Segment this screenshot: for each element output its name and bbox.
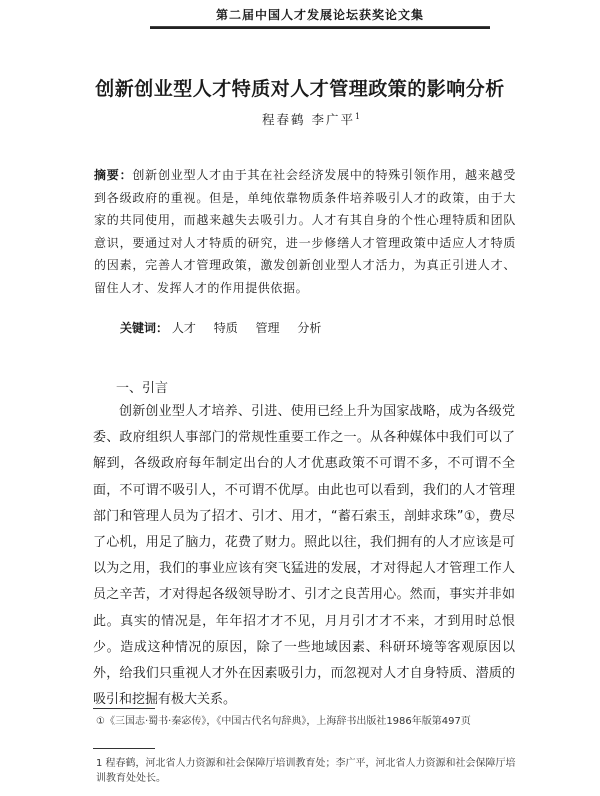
keyword: 管理 [255,321,280,335]
author-names: 程春鹤 李广平 [262,112,355,127]
author-footnote-mark: 1 [354,111,363,121]
keyword: 分析 [297,321,322,335]
footnote-author: 1 程春鹤，河北省人力资源和社会保障厅培训教育处；李广平，河北省人力资源和社会保障厅培训教育处处长。 [96,758,516,784]
keyword: 人才 [171,321,196,335]
abstract-text: 创新创业型人才由于其在社会经济发展中的特殊引领作用，越来越受到各级政府的重视。但是，单纯依靠物质条件培养吸引人才的政策，由于大家的共同使用，而越来越失去吸引力。人才有其自身的个性心理特质和团队意识，要通过对人才特质的研究，进一步修缮人才管理政策中适应人才特质的因素，完善人才管理政策，激发创新创业型人才活力，为真正引进人才、留住人才、发挥人才的作用提供依据。 [94,168,516,295]
running-header: 第二届中国人才发展论坛获奖论文集 [150,6,490,29]
authors [262,110,362,128]
abstract [94,164,516,300]
body-paragraph: 创新创业型人才培养、引进、使用已经上升为国家战略，成为各级党委、政府组织人事部门的常规性重要工作之一。从各种媒体中我们可以了解到，各级政府每年制定出台的人才优惠政策不可谓不多，不可谓不全面，不可谓不吸引人，不可谓不优厚。由此也可以看到，我们的人才管理部门和管理人员为了招才、引才、用才，“蓄石索玉，剖蚌求珠”①，费尽了心机，用足了脑力，花费了财力。照此以往，我们拥有的人才应该是可以为之用，我们的事业应该有突飞猛进的发展，才对得起人才管理工作人员之辛苦，才对得起各级领导盼才、引才之良苦用心。然而，事实并非如此。真实的情况是，年年招才才不见，月月引才才不来，才到用时总恨少。造成这种情况的原因，除了一些地域因素、科研环境等客观原因以外，给我们只重视人才外在因素吸引力，而忽视对人才自身特质、潜质的吸引和挖掘有极大关系。 [93,404,515,708]
keyword: 特质 [213,321,238,335]
keywords-label: 关键词： [120,321,169,335]
section-heading: 一、引言 [116,381,169,396]
footnote-rule [93,748,155,749]
keywords [120,319,335,336]
footnote-citation: ①《三国志·蜀书·秦宓传》，《中国古代名句辞典》，上海辞书出版社1986年版第497页 [96,716,471,727]
paper-title: 创新创业型人才特质对人才管理政策的影响分析 [95,78,505,100]
abstract-label: 摘要： [94,168,133,182]
header-rule [150,26,490,27]
footnote-rule [93,708,155,709]
